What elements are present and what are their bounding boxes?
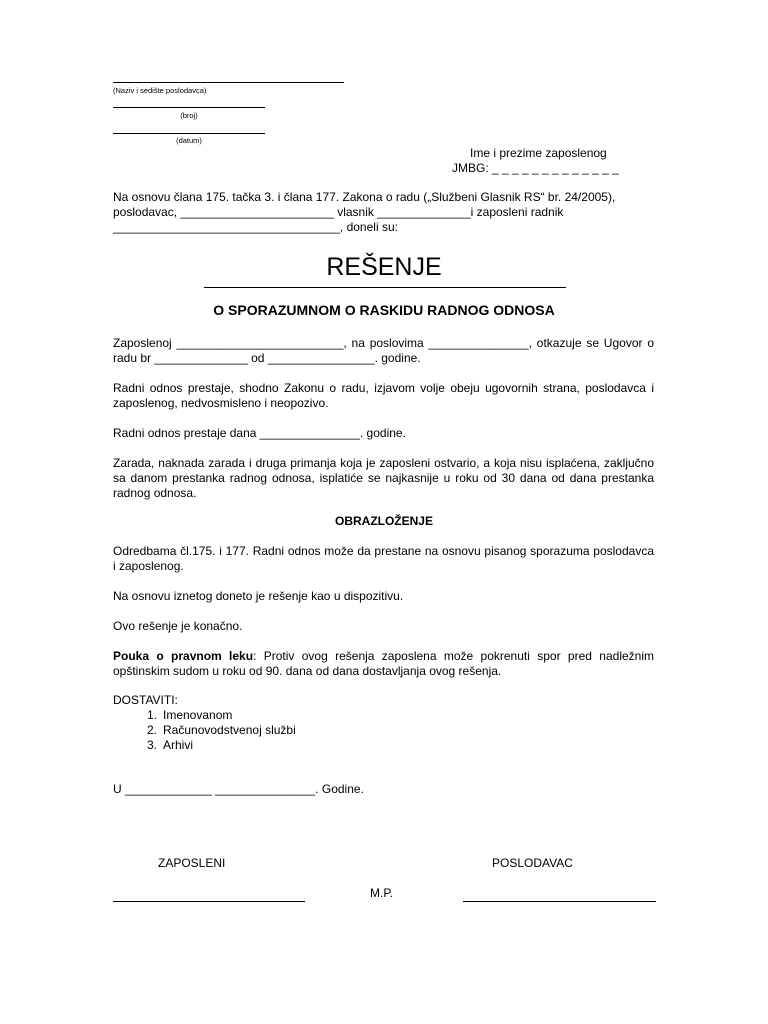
title-underline	[204, 287, 566, 288]
reasoning-paragraph-1: Odredbama čl.175. i 177. Radni odnos može da prestane na osnovu pisanog sporazuma poslodavca i zaposlenog.	[113, 544, 654, 573]
list-item: 2. Računovodstvenoj službi	[146, 723, 296, 737]
stamp-label: M.P.	[370, 886, 394, 900]
deliver-list	[135, 708, 296, 753]
legal-remedy-paragraph	[113, 649, 654, 679]
reasoning-heading: OBRAZLOŽENJE	[334, 514, 433, 528]
reasoning-paragraph-2: Na osnovu iznetog doneto je rešenje kao u dispozitivu.	[113, 589, 404, 603]
list-item: 1. Imenovanom	[146, 708, 233, 722]
intro-line-1: Na osnovu člana 175. tačka 3. i člana 177. Zakona o radu („Službeni Glasnik RS“ br. 24/2005),	[113, 190, 616, 204]
reasoning-paragraph-3: Ovo rešenje je konačno.	[113, 619, 243, 633]
intro-line-2: poslodavac, _______________________ vlasnik ______________i zaposleni radnik	[113, 205, 564, 219]
paragraph-termination-date: Radni odnos prestaje dana _______________. godine.	[113, 426, 406, 440]
list-item: 3. Arhivi	[146, 738, 194, 752]
date-caption: (datum)	[176, 136, 202, 145]
jmbg-label: JMBG: _ _ _ _ _ _ _ _ _ _ _ _ _	[452, 161, 619, 175]
legal-remedy-text: : Protiv ovog rešenja zaposlena može pokrenuti spor pred nadležnim opštinskim sudom u roku od 90. dana od dana dostavljanja ovog rešenja.	[113, 649, 654, 678]
place-date-line: U _____________ _______________. Godine.	[113, 782, 364, 796]
paragraph-termination: Radni odnos prestaje, shodno Zakonu o radu, izjavom volje obeju ugovornih strana, poslodavca i zaposlenog, nedvosmisleno i neopozivo.	[113, 381, 654, 410]
document-title: REŠENJE	[326, 253, 442, 281]
employee-signature-label: ZAPOSLENI	[158, 856, 226, 870]
legal-remedy-label: Pouka o pravnom leku	[113, 649, 254, 663]
employer-signature-line	[463, 901, 656, 902]
paragraph-contract: Zaposlenoj _________________________, na poslovima _______________, otkazuje se Ugovor o radu br ______________ od ________________. godine.	[113, 336, 654, 365]
paragraph-salary: Zarada, naknada zarada i druga primanja koja je zaposleni ostvario, a koja nisu isplaćena, zaključno sa danom prestanka radnog odnosa, isplatiće se najkasnije u roku od 30 dana od dana prestanka radnog odnosa.	[113, 456, 654, 500]
date-line	[113, 133, 265, 134]
document-subtitle: O SPORAZUMNOM O RASKIDU RADNOG ODNOSA	[213, 302, 555, 318]
employer-caption: (Naziv i sedište poslodavca)	[113, 86, 207, 95]
intro-line-3: __________________________________, doneli su:	[113, 220, 398, 234]
employer-name-line	[113, 82, 344, 83]
employee-name-label: Ime i prezime zaposlenog	[470, 146, 607, 160]
employer-signature-label: POSLODAVAC	[492, 856, 573, 870]
number-caption: (broj)	[180, 111, 198, 120]
deliver-label: DOSTAVITI:	[113, 693, 178, 707]
number-line	[113, 107, 265, 108]
employee-signature-line	[113, 901, 305, 902]
